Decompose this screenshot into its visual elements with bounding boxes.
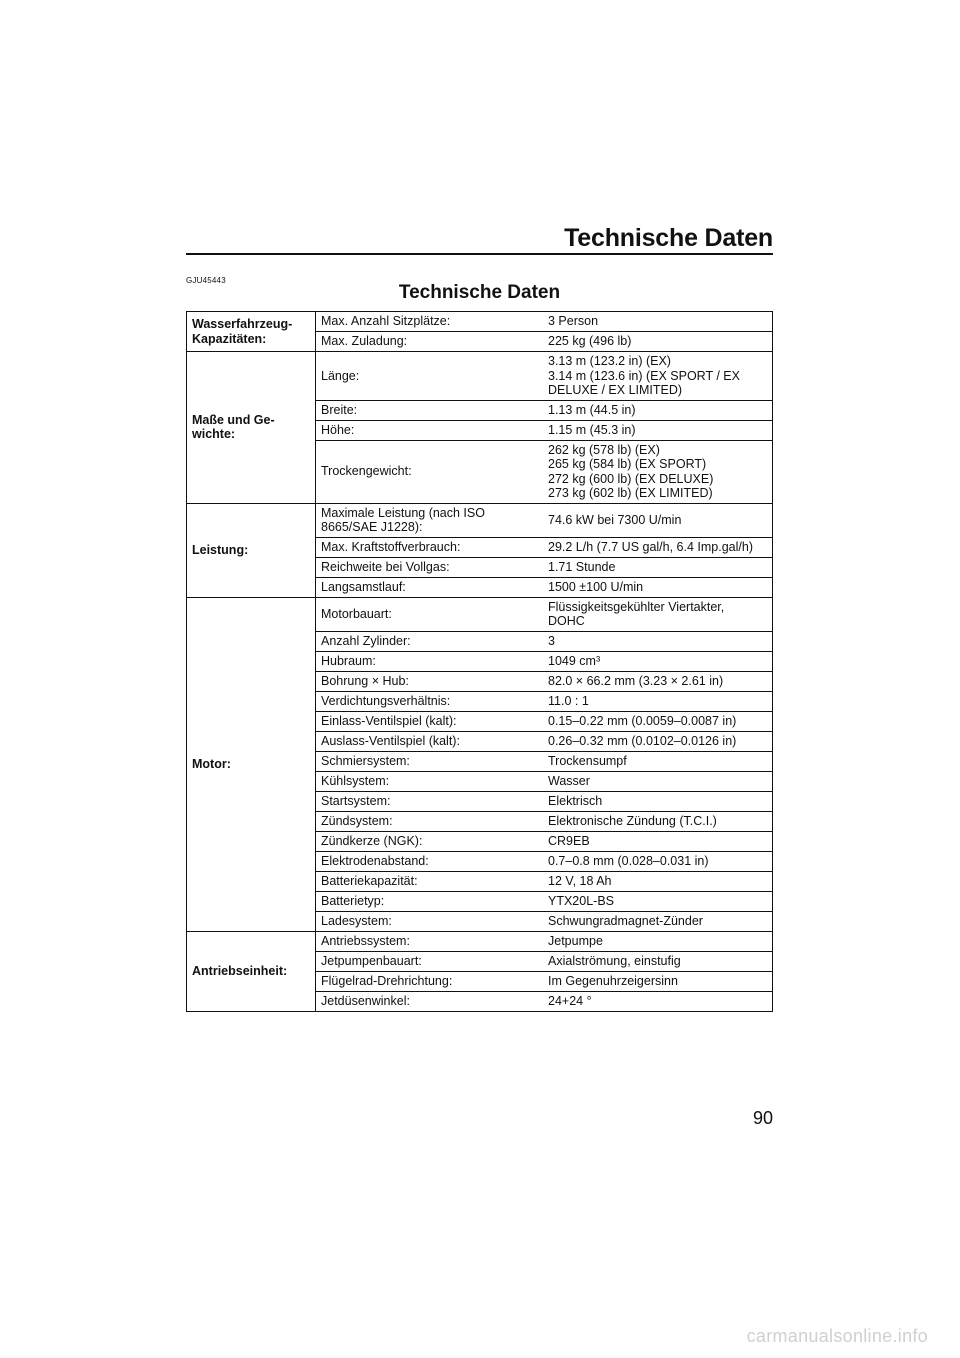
value-cell: 225 kg (496 lb) (543, 332, 773, 352)
table-row (187, 931, 773, 951)
watermark: carmanualsonline.info (746, 1326, 928, 1346)
value-cell: Elektrisch (543, 791, 773, 811)
value-cell: YTX20L-BS (543, 891, 773, 911)
parameter-cell: Batterietyp: (316, 891, 544, 911)
value-cell: 1.15 m (45.3 in) (543, 420, 773, 440)
section-title: Technische Daten (398, 282, 561, 303)
category-cell: Wasserfahrzeug- Kapazitäten: (187, 312, 316, 352)
value-cell: 262 kg (578 lb) (EX) 265 kg (584 lb) (EX SPORT) 272 kg (600 lb) (EX DELUXE) 273 kg (602 lb) (EX LIMITED) (543, 440, 773, 503)
parameter-cell: Flügelrad-Drehrichtung: (316, 971, 544, 991)
parameter-cell: Kühlsystem: (316, 771, 544, 791)
value-cell: 1049 cm³ (543, 651, 773, 671)
category-cell: Antriebseinheit: (187, 931, 316, 1011)
spec-table (186, 311, 773, 1012)
value-cell: Trockensumpf (543, 751, 773, 771)
parameter-cell: Bohrung × Hub: (316, 671, 544, 691)
parameter-cell: Auslass-Ventilspiel (kalt): (316, 731, 544, 751)
table-row (187, 503, 773, 537)
parameter-cell: Ladesystem: (316, 911, 544, 931)
parameter-cell: Einlass-Ventilspiel (kalt): (316, 711, 544, 731)
value-cell: Flüssigkeitsgekühlter Viertakter, DOHC (543, 597, 773, 631)
category-cell: Leistung: (187, 503, 316, 597)
value-cell: 0.15–0.22 mm (0.0059–0.0087 in) (543, 711, 773, 731)
value-cell: 3 (543, 631, 773, 651)
parameter-cell: Elektrodenabstand: (316, 851, 544, 871)
value-cell: 3 Person (543, 312, 773, 332)
parameter-cell: Batteriekapazität: (316, 871, 544, 891)
parameter-cell: Trockengewicht: (316, 440, 544, 503)
value-cell: 11.0 : 1 (543, 691, 773, 711)
parameter-cell: Jetpumpenbauart: (316, 951, 544, 971)
parameter-cell: Hubraum: (316, 651, 544, 671)
parameter-cell: Antriebssystem: (316, 931, 544, 951)
value-cell: 0.7–0.8 mm (0.028–0.031 in) (543, 851, 773, 871)
value-cell: 82.0 × 66.2 mm (3.23 × 2.61 in) (543, 671, 773, 691)
parameter-cell: Langsamstlauf: (316, 577, 544, 597)
parameter-cell: Anzahl Zylinder: (316, 631, 544, 651)
value-cell: Im Gegenuhrzeigersinn (543, 971, 773, 991)
parameter-cell: Schmiersystem: (316, 751, 544, 771)
value-cell: 24+24 ° (543, 991, 773, 1011)
table-row (187, 312, 773, 332)
value-cell: 1500 ±100 U/min (543, 577, 773, 597)
value-cell: 1.71 Stunde (543, 557, 773, 577)
value-cell: 74.6 kW bei 7300 U/min (543, 503, 773, 537)
parameter-cell: Zündsystem: (316, 811, 544, 831)
parameter-cell: Motorbauart: (316, 597, 544, 631)
value-cell: CR9EB (543, 831, 773, 851)
page-header-title: Technische Daten (564, 224, 773, 252)
value-cell: 29.2 L/h (7.7 US gal/h, 6.4 Imp.gal/h) (543, 537, 773, 557)
value-cell: 3.13 m (123.2 in) (EX) 3.14 m (123.6 in) (EX SPORT / EX DELUXE / EX LIMITED) (543, 352, 773, 401)
value-cell: 1.13 m (44.5 in) (543, 400, 773, 420)
value-cell: Axialströmung, einstufig (543, 951, 773, 971)
value-cell: Wasser (543, 771, 773, 791)
table-row (187, 352, 773, 401)
value-cell: Schwungradmagnet-Zünder (543, 911, 773, 931)
parameter-cell: Jetdüsenwinkel: (316, 991, 544, 1011)
parameter-cell: Max. Kraftstoffverbrauch: (316, 537, 544, 557)
parameter-cell: Verdichtungsverhältnis: (316, 691, 544, 711)
category-cell: Maße und Ge- wichte: (187, 352, 316, 504)
parameter-cell: Maximale Leistung (nach ISO 8665/SAE J1228): (316, 503, 544, 537)
parameter-cell: Reichweite bei Vollgas: (316, 557, 544, 577)
parameter-cell: Max. Zuladung: (316, 332, 544, 352)
table-row (187, 597, 773, 631)
category-cell: Motor: (187, 597, 316, 931)
value-cell: 12 V, 18 Ah (543, 871, 773, 891)
parameter-cell: Höhe: (316, 420, 544, 440)
value-cell: Elektronische Zündung (T.C.I.) (543, 811, 773, 831)
value-cell: Jetpumpe (543, 931, 773, 951)
parameter-cell: Länge: (316, 352, 544, 401)
parameter-cell: Zündkerze (NGK): (316, 831, 544, 851)
header-rule (186, 253, 773, 255)
parameter-cell: Breite: (316, 400, 544, 420)
document-code: GJU45443 (186, 276, 226, 285)
parameter-cell: Max. Anzahl Sitzplätze: (316, 312, 544, 332)
parameter-cell: Startsystem: (316, 791, 544, 811)
page-number: 90 (752, 1108, 773, 1128)
value-cell: 0.26–0.32 mm (0.0102–0.0126 in) (543, 731, 773, 751)
